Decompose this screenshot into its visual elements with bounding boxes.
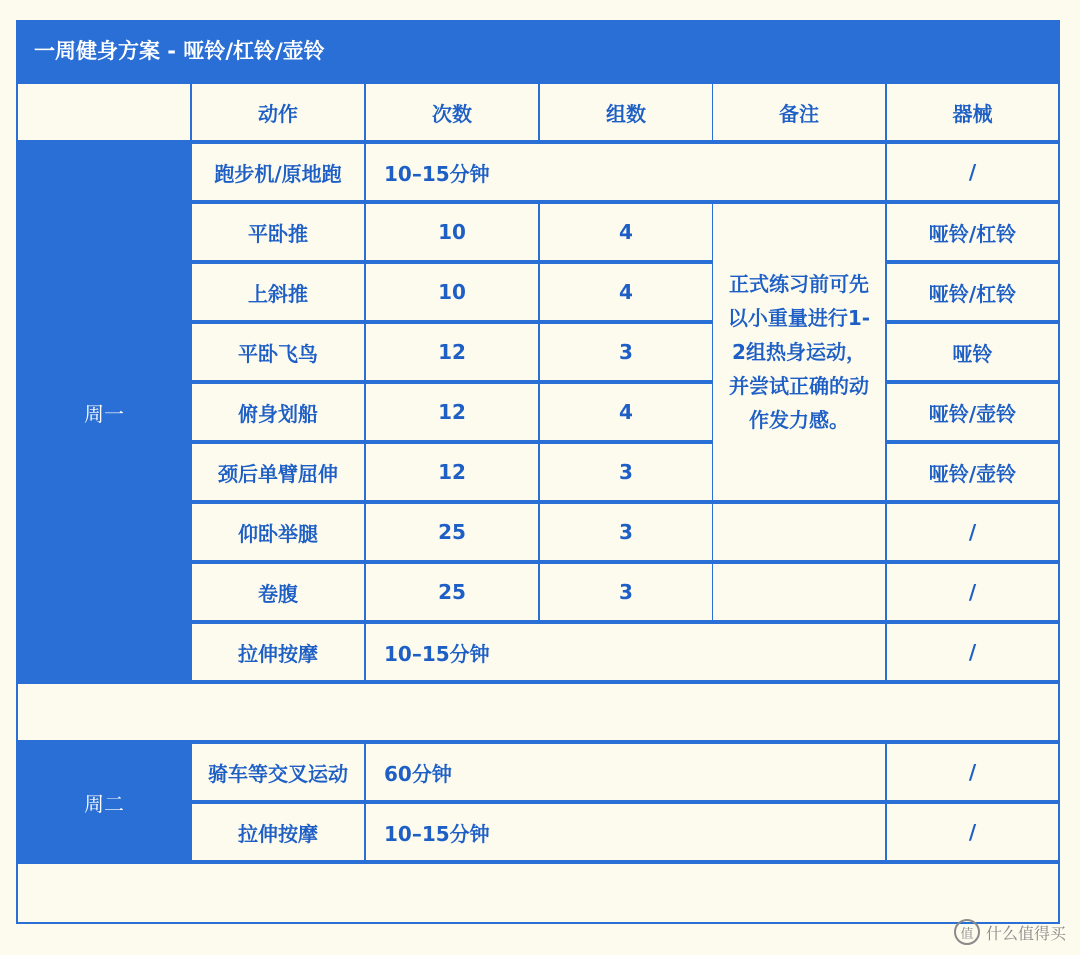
table-row-equipment: / <box>887 804 1058 860</box>
header-note: 备注 <box>713 84 885 140</box>
site-watermark-text: 什么值得买 <box>985 923 1066 943</box>
table-row-action: 跑步机/原地跑 <box>192 144 364 200</box>
table-row-sets: 3 <box>540 444 712 500</box>
table-row-reps: 12 <box>366 324 538 380</box>
table-row-sets: 4 <box>540 264 712 320</box>
table-row-equipment: / <box>887 144 1058 200</box>
table-row-sets: 4 <box>540 384 712 440</box>
table-row-action: 上斜推 <box>192 264 364 320</box>
table-row-reps: 12 <box>366 384 538 440</box>
table-row-action: 拉伸按摩 <box>192 804 364 860</box>
table-row-duration: 10–15分钟 <box>366 624 885 680</box>
table-row-equipment: 哑铃/壶铃 <box>887 384 1058 440</box>
header-equipment: 器械 <box>887 84 1058 140</box>
table-title: 一周健身方案 - 哑铃/杠铃/壶铃 <box>34 39 325 63</box>
table-row-action: 颈后单臂屈伸 <box>192 444 364 500</box>
table-row-equipment: / <box>887 504 1058 560</box>
table-row-duration: 60分钟 <box>366 744 885 800</box>
table-row-sets: 4 <box>540 204 712 260</box>
table-row-duration: 10–15分钟 <box>366 144 885 200</box>
site-logo-icon: 值 <box>954 919 980 945</box>
table-row-reps: 25 <box>366 504 538 560</box>
table-row-equipment: 哑铃 <box>887 324 1058 380</box>
spacer-row <box>18 684 1058 740</box>
header-reps: 次数 <box>366 84 538 140</box>
header-action: 动作 <box>192 84 364 140</box>
warmup-note-line: 以小重量进行1- <box>727 306 871 330</box>
table-row-action: 拉伸按摩 <box>192 624 364 680</box>
table-row-reps: 10 <box>366 264 538 320</box>
table-row-action: 俯身划船 <box>192 384 364 440</box>
table-row-equipment: 哑铃/杠铃 <box>887 264 1058 320</box>
warmup-note <box>713 204 885 500</box>
table-row-sets: 3 <box>540 504 712 560</box>
warmup-note-line: 2组热身运动， <box>732 340 866 364</box>
table-row-reps: 10 <box>366 204 538 260</box>
day-label-tuesday: 周二 <box>18 742 190 862</box>
warmup-note-line: 作发力感。 <box>749 408 849 432</box>
header-sets: 组数 <box>540 84 712 140</box>
table-row-equipment: / <box>887 624 1058 680</box>
table-row-action: 卷腹 <box>192 564 364 620</box>
table-row-reps: 25 <box>366 564 538 620</box>
table-row-equipment: 哑铃/杠铃 <box>887 204 1058 260</box>
fitness-plan-table <box>16 20 1060 924</box>
day-label-monday: 周一 <box>18 142 190 682</box>
table-row-note-empty <box>713 504 885 560</box>
table-row-duration: 10–15分钟 <box>366 804 885 860</box>
table-row-action: 平卧飞鸟 <box>192 324 364 380</box>
table-row-equipment: 哑铃/壶铃 <box>887 444 1058 500</box>
site-watermark <box>954 919 1066 945</box>
table-row-action: 平卧推 <box>192 204 364 260</box>
table-row-sets: 3 <box>540 324 712 380</box>
warmup-note-line: 并尝试正确的动 <box>729 374 869 398</box>
spacer-row <box>18 864 1058 922</box>
table-row-action: 骑车等交叉运动 <box>192 744 364 800</box>
table-row-equipment: / <box>887 564 1058 620</box>
table-row-reps: 12 <box>366 444 538 500</box>
table-row-action: 仰卧举腿 <box>192 504 364 560</box>
warmup-note-line: 正式练习前可先 <box>729 272 869 296</box>
header-empty-cell <box>18 84 190 140</box>
table-row-note-empty <box>713 564 885 620</box>
table-row-equipment: / <box>887 744 1058 800</box>
table-row-sets: 3 <box>540 564 712 620</box>
